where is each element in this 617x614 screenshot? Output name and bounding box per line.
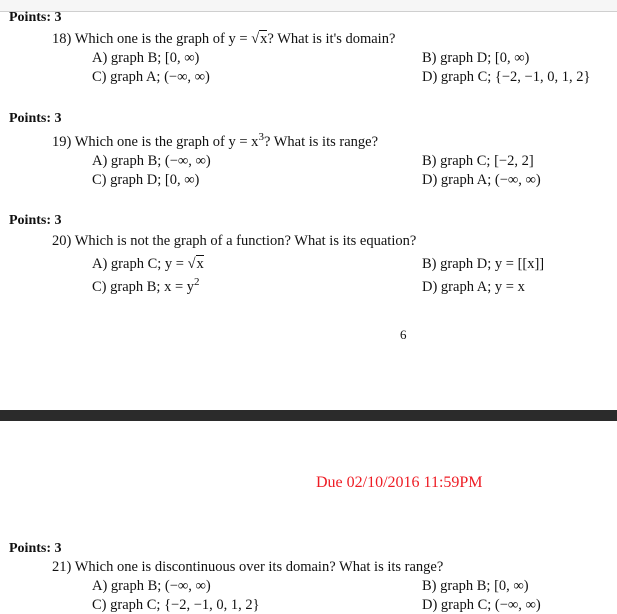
due-date: Due 02/10/2016 11:59PM bbox=[316, 474, 483, 491]
option-d[interactable]: D) graph C; {−2, −1, 0, 1, 2} bbox=[422, 69, 591, 85]
question-18: 18) Which one is the graph of y = √x? What is it's domain? bbox=[52, 31, 396, 47]
exponent: 3 bbox=[258, 131, 264, 144]
question-19 bbox=[52, 131, 379, 151]
option-c[interactable] bbox=[92, 276, 200, 296]
points-label: Points: 3 bbox=[9, 111, 62, 126]
exponent: 2 bbox=[194, 276, 200, 289]
option-a[interactable]: A) graph C; y = √x bbox=[92, 256, 204, 272]
option-b[interactable]: B) graph C; [−2, 2] bbox=[422, 153, 534, 169]
option-text: A) graph C; y = bbox=[92, 256, 188, 272]
points-label: Points: 3 bbox=[9, 10, 62, 25]
option-c[interactable]: C) graph A; (−∞, ∞) bbox=[92, 69, 210, 85]
top-toolbar-edge bbox=[0, 0, 617, 12]
option-b[interactable]: B) graph B; [0, ∞) bbox=[422, 578, 529, 594]
question-text: 18) Which one is the graph of y = bbox=[52, 31, 252, 47]
page-number: 6 bbox=[400, 327, 407, 342]
option-c[interactable]: C) graph C; {−2, −1, 0, 1, 2} bbox=[92, 597, 260, 613]
radicand: x bbox=[196, 256, 204, 272]
option-b[interactable]: B) graph D; y = [[x]] bbox=[422, 256, 545, 272]
option-d[interactable]: D) graph A; y = x bbox=[422, 279, 525, 295]
option-text: C) graph B; x = y bbox=[92, 279, 195, 295]
option-a[interactable]: A) graph B; (−∞, ∞) bbox=[92, 153, 211, 169]
option-b[interactable]: B) graph D; [0, ∞) bbox=[422, 50, 530, 66]
page-divider bbox=[0, 410, 617, 421]
question-text: ? What is it's domain? bbox=[267, 31, 396, 47]
points-label: Points: 3 bbox=[9, 541, 62, 556]
option-d[interactable]: D) graph A; (−∞, ∞) bbox=[422, 172, 541, 188]
question-20: 20) Which is not the graph of a function? What is its equation? bbox=[52, 233, 417, 249]
option-a[interactable]: A) graph B; (−∞, ∞) bbox=[92, 578, 211, 594]
points-label: Points: 3 bbox=[9, 213, 62, 228]
option-d[interactable]: D) graph C; (−∞, ∞) bbox=[422, 597, 541, 613]
question-text: ? What is its range? bbox=[263, 134, 379, 150]
option-a[interactable]: A) graph B; [0, ∞) bbox=[92, 50, 200, 66]
question-21: 21) Which one is discontinuous over its domain? What is its range? bbox=[52, 559, 444, 575]
question-text: 19) Which one is the graph of y = x bbox=[52, 134, 259, 150]
radicand: x bbox=[260, 31, 268, 47]
option-c[interactable]: C) graph D; [0, ∞) bbox=[92, 172, 200, 188]
